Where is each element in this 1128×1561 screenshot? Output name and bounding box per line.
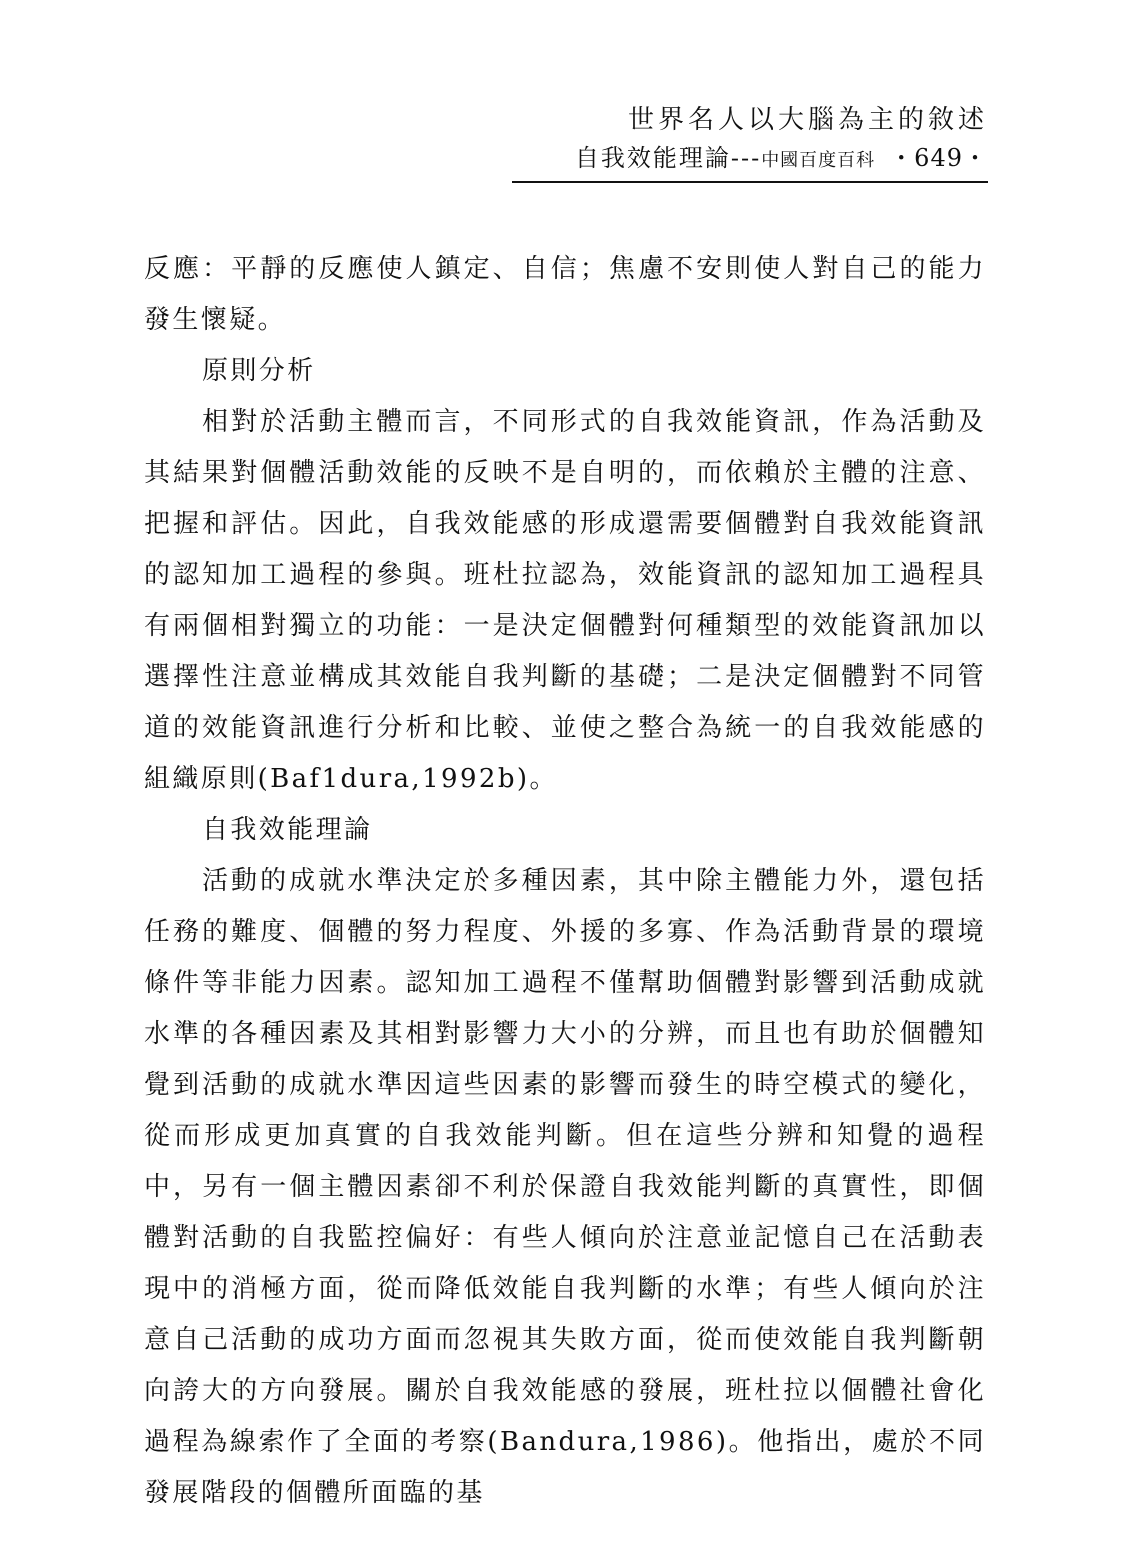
page-number: ・649・ [889,144,988,172]
header-dashes: --- [730,144,762,172]
header-book-title: 自我效能理論 [574,144,731,172]
paragraph-self-efficacy-theory: 活動的成就水準決定於多種因素，其中除主體能力外，還包括任務的難度、個體的努力程度、外援的多寡、作為活動背景的環境條件等非能力因素。認知加工過程不僅幫助個體對影響到活動成就水準的各種因素及其相對影響力大小的分辨，而且也有助於個體知覺到活動的成就水準因這些因素的影響而發生的時空模式的變化，從而形成更加真實的自我效能判斷。但在這些分辨和知覺的過程中，另有一個主體因素卻不利於保證自我效能判斷的真實性，即個體對活動的自我監控偏好：有些人傾向於注意並記憶自己在活動表現中的消極方面，從而降低效能自我判斷的水準；有些人傾向於注意自己活動的成功方面而忽視其失敗方面，從而使效能自我判斷朝向誇大的方向發展。關於自我效能感的發展，班杜拉以個體社會化過程為線索作了全面的考察(Bandura,1986)。他指出，處於不同發展階段的個體所面臨的基 [144,866,986,1508]
running-header [512,100,988,183]
section-heading-principle-analysis: 原則分析 [202,356,316,386]
header-source: 中國百度百科 [761,150,876,171]
body-text [144,244,986,1519]
header-subtitle [512,140,988,183]
header-title: 世界名人以大腦為主的敘述 [627,105,988,135]
paragraph-continuation: 反應：平靜的反應使人鎮定、自信；焦慮不安則使人對自己的能力發生懷疑。 [144,254,986,335]
paragraph-principle-analysis: 相對於活動主體而言，不同形式的自我效能資訊，作為活動及其結果對個體活動效能的反映不是自明的，而依賴於主體的注意、把握和評估。因此，自我效能感的形成還需要個體對自我效能資訊的認知加工過程的參與。班杜拉認為，效能資訊的認知加工過程具有兩個相對獨立的功能：一是決定個體對何種類型的效能資訊加以選擇性注意並構成其效能自我判斷的基礎；二是決定個體對不同管道的效能資訊進行分析和比較、並使之整合為統一的自我效能感的組織原則(Baf1dura,1992b)。 [144,407,986,794]
section-heading-self-efficacy-theory: 自我效能理論 [202,815,373,845]
